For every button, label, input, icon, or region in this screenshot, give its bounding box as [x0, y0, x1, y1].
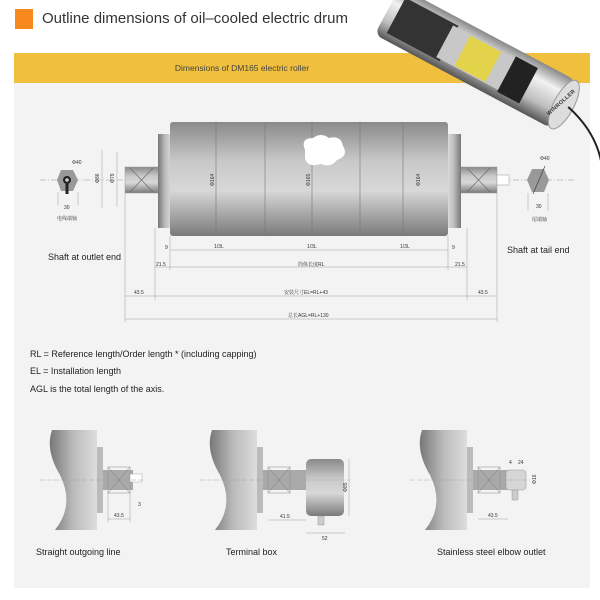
- dim-agl: 总长AGL=RL+130: [288, 313, 329, 319]
- dim-43-5-right: 43.5: [478, 290, 488, 296]
- note-rl: RL = Reference length/Order length * (including capping): [30, 349, 257, 359]
- dim-third-3: 1/3L: [400, 244, 410, 250]
- note-el: EL = Installation length: [30, 366, 121, 376]
- variant-1-dim-3: 3: [138, 502, 141, 508]
- dim-phi40-left: Φ40: [72, 160, 82, 166]
- variant-2-dim-41-5: 41.5: [280, 514, 290, 520]
- outlet-shaft-cn-label: 电线端轴: [57, 216, 78, 222]
- outlet-shaft-label: Shaft at outlet end: [48, 252, 122, 262]
- variant-1-dim-43-5: 43.5: [114, 513, 124, 519]
- dim-phi165: Φ165: [306, 173, 312, 186]
- dim-43-5-left: 43.5: [134, 290, 144, 296]
- dim-third-1: 1/3L: [214, 244, 224, 250]
- variant-2-dim-52: 52: [322, 536, 328, 542]
- variant-3-label: Stainless steel elbow outlet: [437, 547, 546, 557]
- note-agl: AGL is the total length of the axis.: [30, 384, 165, 394]
- dim-rl: 筒体长度RL: [298, 262, 325, 268]
- dim-30-right: 30: [536, 204, 542, 210]
- dim-phi79: Φ79: [110, 173, 116, 183]
- dim-21-5-left: 21.5: [156, 262, 166, 268]
- dim-phi86: Φ86: [95, 173, 101, 183]
- variant-straight-outgoing-line: [40, 430, 145, 530]
- variant-stainless-elbow-outlet: [410, 430, 538, 530]
- drum-main-view: [40, 122, 575, 322]
- tail-shaft-label: Shaft at tail end: [507, 245, 570, 255]
- variant-2-label: Terminal box: [226, 547, 278, 557]
- dim-9-right: 9: [452, 245, 455, 251]
- variant-terminal-box: [200, 430, 350, 542]
- variant-3-dim-4: 4: [509, 460, 512, 466]
- variant-2-dim-phi85: Φ85: [343, 482, 349, 492]
- dim-phi40-right: Φ40: [540, 156, 550, 162]
- product-brand-mark: WINROLLER: [546, 88, 577, 118]
- page-title: Outline dimensions of oil–cooled electric drum: [42, 10, 348, 27]
- dim-21-5-right: 21.5: [455, 262, 465, 268]
- section-band-label: Dimensions of DM165 electric roller: [174, 63, 310, 73]
- variant-3-dim-phi16: Φ16: [532, 474, 538, 484]
- dim-third-2: 1/3L: [307, 244, 317, 250]
- variant-3-dim-24: 24: [518, 460, 524, 466]
- dim-el: 安装尺寸EL=RL+43: [284, 290, 328, 296]
- outlet-shaft-end-view: [57, 160, 82, 222]
- variant-3-dim-43-5: 43.5: [488, 513, 498, 519]
- dim-phi164-right: Φ164: [416, 173, 422, 186]
- variant-1-label: Straight outgoing line: [36, 547, 121, 557]
- tail-shaft-cn-label: 尾端轴: [532, 217, 548, 223]
- tail-shaft-end-view: [527, 156, 550, 223]
- dim-30-left: 30: [64, 205, 70, 211]
- dim-9-left: 9: [165, 245, 168, 251]
- dim-phi164-left: Φ164: [210, 173, 216, 186]
